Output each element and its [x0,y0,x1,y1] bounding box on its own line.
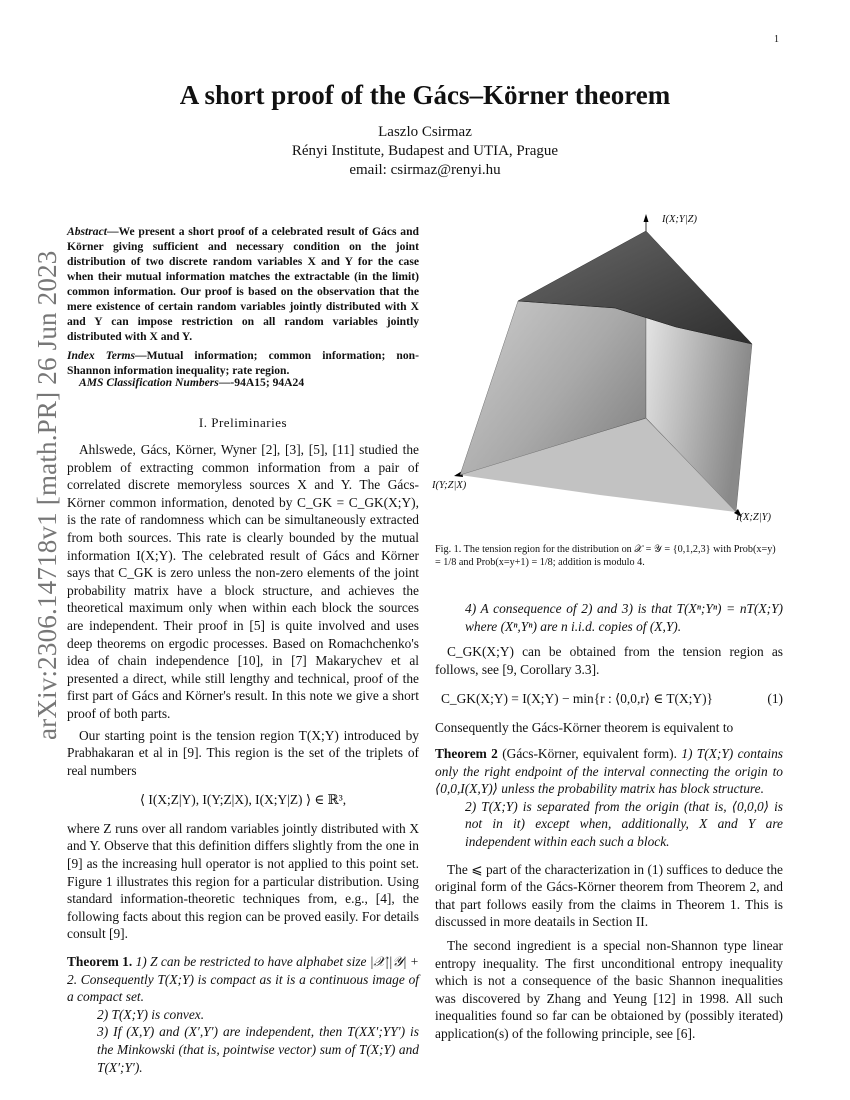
index-terms-lead: Index Terms [67,349,135,362]
axis-label-top: I(X;Y|Z) [662,214,697,225]
paragraph: Our starting point is the tension region T(X;Y) introduced by Prabhakaran et al in [9]. This region is the set of the triplets of real numbers [67,727,419,778]
equation-triplet: ⟨ I(X;Z|Y), I(Y;Z|X), I(X;Y|Z) ⟩ ∈ ℝ³, [139,792,347,808]
right-column-body [435,600,783,1042]
theorem-1-item: 3) If (X,Y) and (X′,Y′) are independent, then T(XX′;YY′) is the Minkowski (that is, pointwise vector) sum of T(X;Y) and T(X′;Y′). [97,1024,419,1075]
tension-region-plot [430,210,800,540]
affiliation: Rényi Institute, Budapest and UTIA, Prague [291,143,559,159]
theorem-2 [435,745,783,851]
paragraph: where Z runs over all random variables jointly distributed with X and Y. Observe that this definition differs slightly from the one in [9] as the increasing hull operator is not applied to this point set. Figure 1 illustrates this region for a particular distribution. Using standard information-theoretic techniques from, e.g., [4], the following facts about this region can be proved easily. For details consult [9]. [67,820,419,942]
ams-classification [79,375,419,390]
author-block [0,123,850,180]
axis-z-arrow [644,214,649,222]
theorem-2-label: Theorem 2 [435,745,498,761]
theorem-1-item-4: 4) A consequence of 2) and 3) is that T(Xⁿ;Yⁿ) = nT(X;Y) where (Xⁿ,Yⁿ) are n i.i.d. copies of (X,Y). [465,601,783,634]
theorem-1 [67,953,419,1076]
theorem-2-item: 1) T(X;Y) contains only the right endpoint of the interval connecting the origin to ⟨0,0,I(X,Y)⟩ unless the probability matrix has block structure. [435,745,783,797]
paragraph: C_GK(X;Y) can be obtained from the tension region as follows, see [9, Corollary 3.3]. [435,644,783,677]
abstract-text: —We present a short proof of a celebrated result of Gács and Körner giving sufficient and necessary condition on the joint distribution of two discrete random variables X and Y for the case when their mutual information matches the extractable (in the limit) common information. Our proof is based on the observation that the mere existence of certain random variables jointly distributed with X and Y can impose restriction on all random variables jointly distributed with X and Y. [67,225,419,343]
abstract-lead: Abstract [67,225,107,238]
equation-1 [435,690,783,708]
equation-1-body: C_GK(X;Y) = I(X;Y) − min{r : ⟨0,0,r⟩ ∈ T(X;Y)} [441,691,713,707]
left-column-body [67,441,419,1076]
axis-label-left: I(Y;Z|X) [432,480,467,491]
theorem-2-item: 2) T(X;Y) is separated from the origin (that is, ⟨0,0,0⟩ is not in it) except when, additionally, X and Y are independent within each such a block. [465,798,783,849]
page-number: 1 [774,34,779,45]
paragraph: The second ingredient is a special non-Shannon type linear entropy inequality. The first unconditional entropy inequality which is not a consequence of the basic Shannon inequalities was discovered by Zhang and Yeung [12] in 1998. All such inequalities found so far can be obtaioned by (possibly iterated) application(s) of the following principle, see [6]. [435,937,783,1041]
theorem-1-item: 1) Z can be restricted to have alphabet size |𝒳||𝒴| + 2. Consequently T(X;Y) is compact as it is a continuous image of a compact set. [67,954,419,1005]
email: email: csirmaz@renyi.hu [349,162,501,178]
index-terms-text: —Mutual information; common information; non-Shannon information inequality; rate region. [67,349,419,377]
paragraph: Consequently the Gács-Körner theorem is equivalent to [435,720,734,736]
paragraph: The ⩽ part of the characterization in (1) suffices to deduce the original form of the Gács-Körner theorem from Theorem 2, and that part follows easily from the claims in Theorem 1. This is discussed in more deatails in Section II. [435,861,783,930]
index-terms [67,348,419,378]
section-heading: I. Preliminaries [198,415,288,430]
paper-title: A short proof of the Gács–Körner theorem [179,80,671,110]
ams-lead: AMS Classification Numbers [79,376,219,389]
paragraph: Ahlswede, Gács, Körner, Wyner [2], [3], [5], [11] studied the problem of extracting common information from a pair of correlated discrete memoryless sources X and Y. The Gács-Körner common information, denoted by C_GK = C_GK(X;Y), is the rate of randomness which can be simultaneously extracted from both sources. This rate is clearly bounded by the mutual information I(X;Y). The celebrated result of Gács and Körner says that C_GK is zero unless the non-zero elements of the joint probability matrix have a block structure, and achieves the theoretical maximum only when within each block the sources are independent. Their proof in [5] is quite involved and uses deep theorems on ergodic processes. Based on Romachchenko's idea of chain independence [10], in [7] Makarychev et al presented a direct, while still lengthy and technical, proof of the first part of Gács and Körner's result. In this note we give a short proof of both parts. [67,442,419,721]
figure-caption: Fig. 1. The tension region for the distribution on 𝒳 = 𝒴 = {0,1,2,3} with Prob(x=y) = 1/8 and Prob(x=y+1) = 1/8; addition is modulo 4. [435,544,776,568]
axis-label-right: I(X;Z|Y) [736,512,771,523]
abstract [67,224,419,344]
arxiv-stamp: arXiv:2306.14718v1 [math.PR] 26 Jun 2023 [32,250,62,740]
equation-1-number: (1) [767,691,783,707]
ams-text: —-94A15; 94A24 [218,376,305,389]
theorem-1-label: Theorem 1. [67,954,133,970]
figure-tension-region [430,210,800,540]
author-name: Laszlo Csirmaz [378,124,472,140]
theorem-2-subtitle: (Gács-Körner, equivalent form). [502,745,677,761]
theorem-1-item: 2) T(X;Y) is convex. [97,1006,205,1022]
